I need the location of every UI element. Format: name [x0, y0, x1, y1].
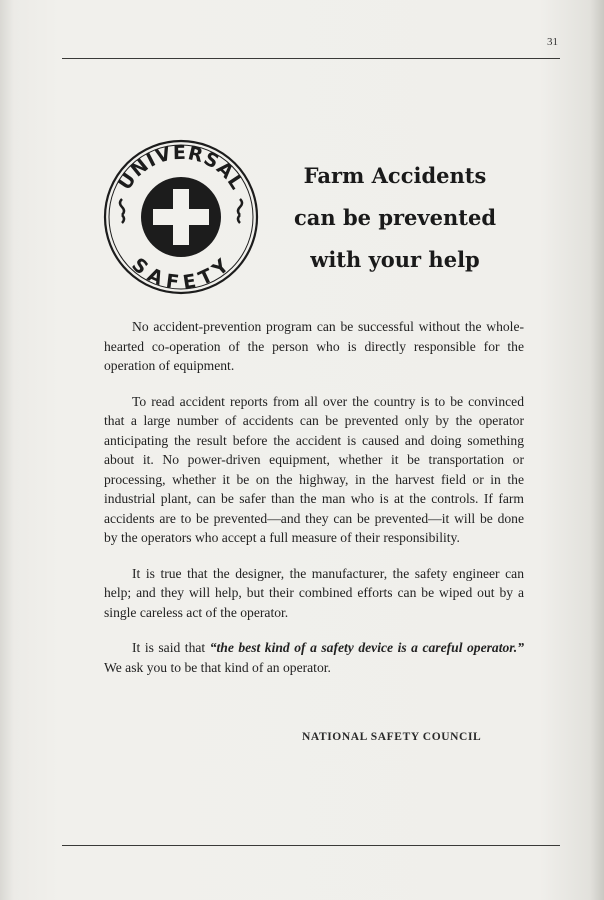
page-number: 31 [547, 36, 558, 48]
paragraph-2: To read accident reports from all over the country is to be convinced that a large number of accidents can be prevented only by the operator anticipating the result before the accident is caused and doing something about it. No power-driven equipment, whether it be transportation or processing, whether it be on the highway, in the harvest field or in the industrial plant, can be safer than the man who is at the controls. If farm accidents are to be prevented—and they can be prevented—it will be done by the operators who accept a full measure of their responsibility. [104, 393, 524, 545]
bottom-rule [62, 845, 560, 846]
headline-line-1: Farm Accidents [303, 163, 487, 188]
cross-icon [141, 177, 221, 257]
paragraph-1: No accident-prevention program can be successful without the whole-hearted co-operation of the person who is directly responsible for the operation of equipment. [104, 319, 524, 373]
paragraph-3: It is true that the designer, the manufacturer, the safety engineer can help; and they will help, but their combined efforts can be wiped out by a single careless act of the operator. [104, 565, 524, 620]
signature: NATIONAL SAFETY COUNCIL [302, 731, 482, 743]
body-text [104, 317, 524, 693]
paragraph-4-start: It is said that [132, 640, 210, 655]
logo-left-ornament-icon [120, 199, 124, 223]
headline-line-3: with your help [310, 247, 480, 272]
safety-quote: “the best kind of a safety device is a careful operator.” [209, 640, 525, 655]
top-rule [62, 58, 560, 59]
paragraph-4 [104, 638, 524, 677]
headline-line-2: can be prevented [293, 205, 496, 230]
logo-bottom-text: SAFETY [127, 253, 235, 294]
logo-top-text: UNIVERSAL [113, 141, 249, 195]
headline [280, 155, 510, 281]
logo-right-ornament-icon [238, 199, 242, 223]
paragraph-4-end: We ask you to be that kind of an operator. [104, 659, 331, 675]
universal-safety-logo [102, 138, 260, 296]
